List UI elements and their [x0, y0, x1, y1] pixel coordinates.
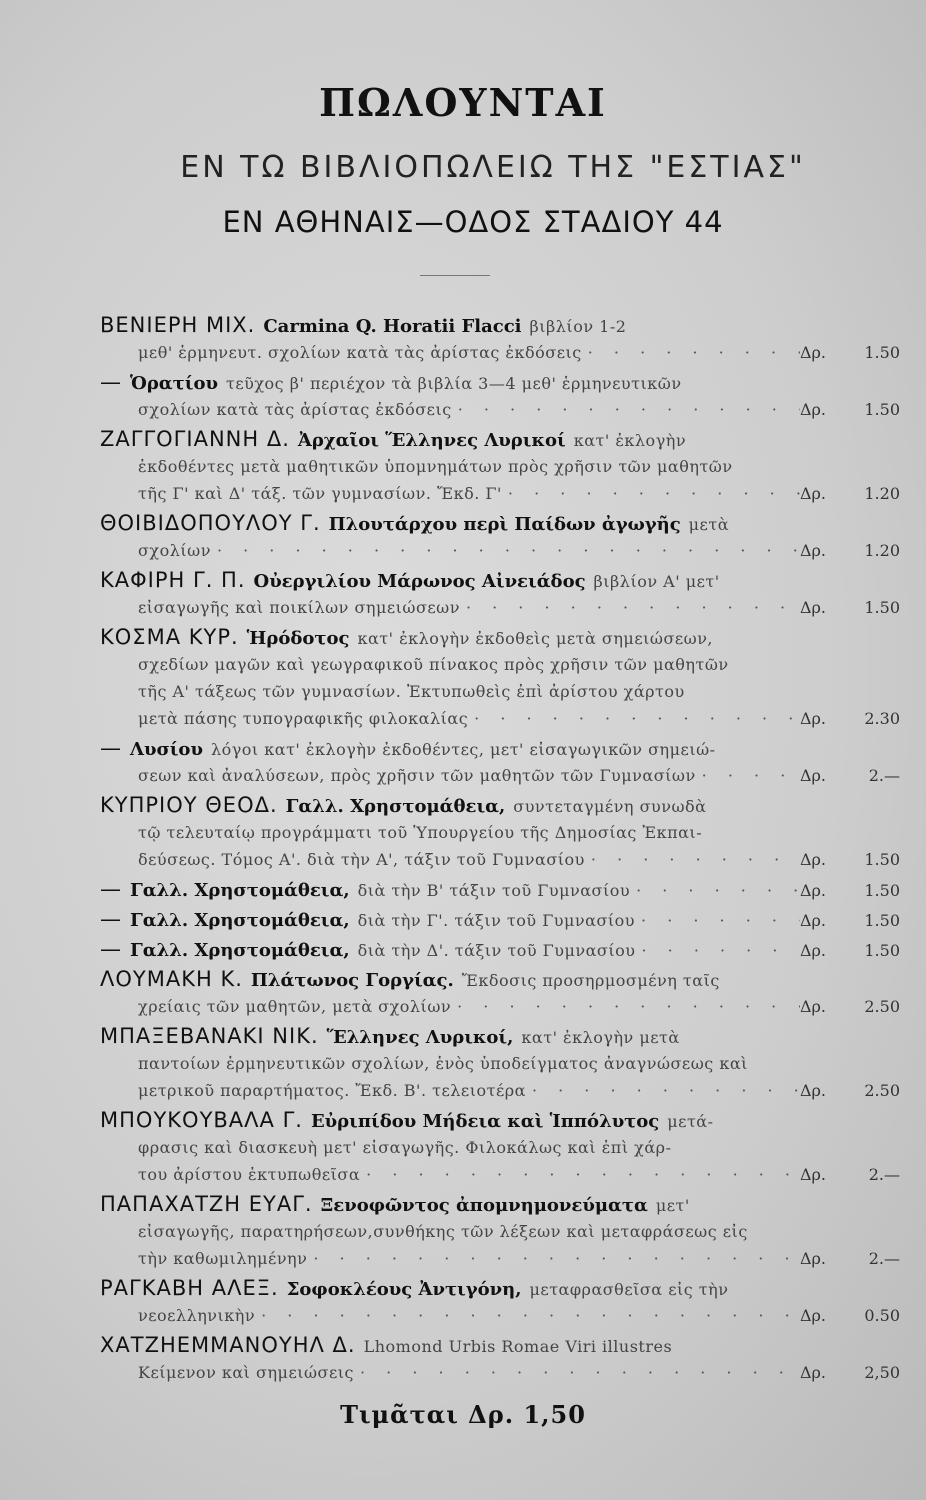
entry-author: ΖΑΓΓΟΓΙΑΝΝΗ Δ. [100, 427, 290, 451]
entry-first-line [100, 510, 900, 537]
divider [420, 275, 490, 276]
entry-continuation-line [100, 480, 900, 507]
entry-first-line [100, 792, 900, 819]
entry-continuation-line [100, 339, 900, 366]
entry-title: Εὐριπίδου Μήδεια καὶ Ἱππόλυτος [310, 1111, 660, 1132]
entry-continuation-line [100, 537, 900, 564]
book-entry [100, 1275, 900, 1329]
entry-continuation-line [100, 819, 900, 846]
entry-title: Πλουτάρχου περὶ Παίδων ἀγωγῆς [328, 514, 681, 535]
entry-title: Γαλλ. Χρηστομάθεια, [285, 796, 506, 817]
leader-dots [360, 1161, 800, 1188]
entry-description: κατ' ἐκλογὴν ἐκδοθεὶς μετὰ σημειώσεων, [357, 629, 714, 648]
entry-continuation-line [100, 651, 900, 678]
entry-text: μετὰ πάσης τυπογραφικῆς φιλοκαλίας [138, 709, 469, 728]
leader-dots [452, 396, 800, 423]
entry-first-line [100, 426, 900, 453]
entry-text: χρείαις τῶν μαθητῶν, μετὰ σχολίων [138, 997, 452, 1016]
entry-title: Γαλλ. Χρηστομάθεια, [130, 910, 350, 931]
entry-text: τῆς Γ' καὶ Δ' τάξ. τῶν γυμνασίων. Ἔκδ. Γ' [138, 484, 502, 503]
address-line: ΕΝ ΑΘΗΝΑΙΣ—ΟΔΟΣ ΣΤΑΔΙΟΥ 44 [222, 205, 724, 239]
entry-price: 2.— [868, 766, 900, 785]
entry-price: 2.— [868, 1249, 900, 1268]
book-entry [100, 876, 900, 903]
entry-price: 1.50 [864, 343, 900, 362]
entry-continuation-line [100, 1359, 900, 1386]
currency-label: Δρ. [799, 1249, 826, 1268]
book-entry [100, 624, 900, 732]
entry-title: Ξενοφῶντος ἀπομνημονεύματα [320, 1195, 648, 1216]
entry-price: 1.20 [864, 484, 900, 503]
currency-label: Δρ. [799, 484, 826, 503]
entry-first-line [100, 624, 900, 651]
entry-text: ἐκδοθέντες μετὰ μαθητικῶν ὑπομνημάτων πρὸς χρῆσιν τῶν μαθητῶν [138, 457, 733, 476]
currency-label: Δρ. [799, 766, 826, 785]
book-entry [100, 312, 900, 366]
entry-description: βιβλίον 1-2 [529, 317, 627, 336]
entry-title: Πλάτωνος Γοργίας. [250, 970, 454, 991]
book-entry [100, 369, 900, 423]
entry-price: 1.50 [864, 941, 900, 960]
currency-label: Δρ. [799, 598, 826, 617]
entry-first-line [100, 1275, 900, 1302]
entry-continuation-line [100, 1050, 900, 1077]
entry-first-line [100, 567, 900, 594]
entry-first-line [100, 906, 900, 933]
currency-label: Δρ. [799, 1363, 826, 1382]
entry-author: — [100, 370, 122, 394]
book-entry [100, 1107, 900, 1188]
leader-dots [696, 762, 800, 789]
entry-price: 2.— [868, 1165, 900, 1184]
currency-label: Δρ. [799, 911, 826, 930]
entry-continuation-line [100, 594, 900, 621]
leader-dots [354, 1359, 800, 1386]
entry-title: Ἡρόδοτος [246, 628, 350, 649]
entry-description: διὰ τὴν Γ'. τάξιν τοῦ Γυμνασίου [357, 911, 636, 930]
entry-description: μετὰ [688, 515, 729, 534]
entry-first-line [100, 369, 900, 396]
currency-label: Δρ. [799, 709, 826, 728]
entry-text: νεοελληνικὴν [138, 1306, 256, 1325]
entry-author: ΜΠΑΞΕΒΑΝΑΚΙ ΝΙΚ. [100, 1024, 319, 1048]
book-entry [100, 1332, 900, 1386]
currency-label: Δρ. [799, 997, 826, 1016]
entry-continuation-line [100, 1245, 900, 1272]
entry-price: 1.50 [864, 881, 900, 900]
book-entry [100, 906, 900, 933]
entry-author: ΚΑΦΙΡΗ Γ. Π. [100, 568, 246, 592]
entry-price: 1.50 [864, 598, 900, 617]
entry-continuation-line [100, 846, 900, 873]
currency-label: Δρ. [799, 343, 826, 362]
entry-continuation-line [100, 1161, 900, 1188]
leader-dots [460, 594, 800, 621]
entry-author: ΚΥΠΡΙΟΥ ΘΕΟΔ. [100, 793, 278, 817]
entry-author: — [100, 877, 122, 901]
entry-text: του ἀρίστου ἐκτυπωθεῖσα [138, 1165, 361, 1184]
leader-dots [468, 705, 800, 732]
currency-label: Δρ. [799, 881, 826, 900]
entry-author: — [100, 736, 122, 760]
bookstore-subtitle: ΕΝ ΤΩ ΒΙΒΛΙΟΠΩΛΕΙΩ ΤΗΣ "ΕΣΤΙΑΣ" [180, 150, 806, 185]
entry-text: φρασις καὶ διασκευὴ μετ' εἰσαγωγῆς. Φιλοκάλως καὶ ἐπὶ χάρ- [138, 1138, 672, 1157]
leader-dots [211, 537, 800, 564]
book-entry [100, 966, 900, 1020]
entry-text: σεων καὶ ἀναλύσεων, πρὸς χρῆσιν τῶν μαθητῶν τῶν Γυμνασίων [138, 766, 696, 785]
leader-dots [630, 877, 800, 903]
entry-price: 2,50 [864, 1363, 900, 1382]
entry-description: λόγοι κατ' ἐκλογὴν ἐκδοθέντες, μετ' εἰσαγωγικῶν σημειώ- [210, 740, 716, 759]
currency-label: Δρ. [799, 1081, 826, 1100]
entry-continuation-line [100, 453, 900, 480]
entry-continuation-line [100, 1077, 900, 1104]
entry-author: ΡΑΓΚΑΒΗ ΑΛΕΞ. [100, 1276, 279, 1300]
entry-first-line [100, 1023, 900, 1050]
currency-label: Δρ. [799, 1165, 826, 1184]
currency-label: Δρ. [799, 541, 826, 560]
entry-first-line [100, 312, 900, 339]
page-title: ΠΩΛΟΥΝΤΑΙ [319, 80, 607, 125]
entry-price: 1.50 [864, 911, 900, 930]
book-entry [100, 510, 900, 564]
entry-first-line [100, 966, 900, 993]
entry-description: βιβλίον Α' μετ' [593, 572, 720, 591]
leader-dots [502, 480, 800, 507]
book-entry [100, 1191, 900, 1272]
entry-title: Σοφοκλέους Ἀντιγόνη, [286, 1279, 522, 1300]
entry-title: Γαλλ. Χρηστομάθεια, [130, 940, 350, 961]
book-entry [100, 426, 900, 507]
entry-continuation-line [100, 396, 900, 423]
entry-price: 1.50 [864, 850, 900, 869]
entry-title: Ἕλληνες Λυρικοί, [326, 1027, 514, 1048]
leader-dots [255, 1302, 800, 1329]
leader-dots [635, 907, 800, 933]
entry-description: διὰ τὴν Δ'. τάξιν τοῦ Γυμνασίου [357, 941, 636, 960]
entry-description: τεῦχος β' περιέχον τὰ βιβλία 3—4 μεθ' ἑρμηνευτικῶν [225, 374, 682, 393]
book-entry [100, 792, 900, 873]
entry-text: σχολίων [138, 541, 211, 560]
entry-author: — [100, 937, 122, 961]
entry-first-line [100, 735, 900, 762]
entry-description: συντεταγμένη συνωδὰ [513, 797, 707, 816]
entry-continuation-line [100, 1218, 900, 1245]
entry-price: 2.50 [864, 1081, 900, 1100]
entry-price: 1.20 [864, 541, 900, 560]
entry-text: εἰσαγωγῆς, παρατηρήσεων,συνθήκης τῶν λέξεων καὶ μεταφράσεως εἰς [138, 1222, 748, 1241]
entry-continuation-line [100, 1134, 900, 1161]
entry-continuation-line [100, 1302, 900, 1329]
entry-author: ΒΕΝΙΕΡΗ ΜΙΧ. [100, 313, 256, 337]
entry-author: ΘΟΙΒΙΔΟΠΟΥΛΟΥ Γ. [100, 511, 321, 535]
leader-dots [635, 937, 799, 963]
entry-continuation-line [100, 678, 900, 705]
entry-text: εἰσαγωγῆς καὶ ποικίλων σημειώσεων [138, 598, 460, 617]
entry-description: Ἔκδοσις προσηρμοσμένη ταῖς [461, 971, 720, 990]
entry-price: 2.50 [864, 997, 900, 1016]
book-entry [100, 567, 900, 621]
entry-text: δεύσεως. Τόμος Α'. διὰ τὴν Α', τάξιν τοῦ Γυμνασίου [138, 850, 585, 869]
entry-author: ΚΟΣΜΑ ΚΥΡ. [100, 625, 239, 649]
entry-first-line [100, 936, 900, 963]
entry-author: ΜΠΟΥΚΟΥΒΑΛΑ Γ. [100, 1108, 303, 1132]
leader-dots [582, 339, 800, 366]
book-entry [100, 735, 900, 789]
entry-text: μετρικοῦ παραρτήματος. Ἔκδ. Β'. τελειοτέρα [138, 1081, 526, 1100]
entry-first-line [100, 1332, 900, 1359]
entry-text: σχολίων κατὰ τὰς ἀρίστας ἐκδόσεις [138, 400, 452, 419]
entry-first-line [100, 876, 900, 903]
entry-description: μετά- [667, 1112, 714, 1131]
entry-continuation-line [100, 705, 900, 732]
entry-price: 2.30 [864, 709, 900, 728]
entry-title: Ἀρχαῖοι Ἕλληνες Λυρικοί [297, 430, 566, 451]
entry-first-line [100, 1191, 900, 1218]
currency-label: Δρ. [799, 1306, 826, 1325]
book-entry [100, 1023, 900, 1104]
leader-dots [307, 1245, 800, 1272]
entry-title: Γαλλ. Χρηστομάθεια, [130, 880, 350, 901]
entry-description: κατ' ἐκλογὴν [573, 431, 687, 450]
entry-text: σχεδίων μαγῶν καὶ γεωγραφικοῦ πίνακος πρὸς χρῆσιν τῶν μαθητῶν [138, 655, 729, 674]
footer-price: Τιμᾶται Δρ. 1,50 [340, 1400, 586, 1429]
entry-text: παντοίων ἑρμηνευτικῶν σχολίων, ἑνὸς ὑποδείγματος ἀναγνώσεως καὶ [138, 1054, 748, 1073]
entry-price: 1.50 [864, 400, 900, 419]
entry-text: μεθ' ἑρμηνευτ. σχολίων κατὰ τὰς ἀρίστας ἐκδόσεις [138, 343, 582, 362]
entry-text: τὴν καθωμιλημένην [138, 1249, 308, 1268]
entry-author: ΠΑΠΑΧΑΤΖΗ ΕΥΑΓ. [100, 1192, 313, 1216]
entry-author: ΛΟΥΜΑΚΗ Κ. [100, 967, 243, 991]
entry-title: Λυσίου [130, 739, 203, 760]
entry-title: Carmina Q. Horatii Flacci [263, 316, 522, 337]
entry-description: μετ' [655, 1196, 690, 1215]
leader-dots [585, 846, 800, 873]
entry-continuation-line [100, 762, 900, 789]
entry-description: διὰ τὴν Β' τάξιν τοῦ Γυμνασίου [357, 881, 631, 900]
entry-text: τῷ τελευταίῳ προγράμματι τοῦ Ὑπουργείου τῆς Δημοσίας Ἐκπαι- [138, 823, 703, 842]
entry-price: 0.50 [864, 1306, 900, 1325]
entry-continuation-line [100, 993, 900, 1020]
entry-first-line [100, 1107, 900, 1134]
entry-title: Ὁρατίου [130, 373, 218, 394]
book-list [100, 312, 900, 1389]
currency-label: Δρ. [799, 941, 826, 960]
entry-author: — [100, 907, 122, 931]
entry-text: τῆς Α' τάξεως τῶν γυμνασίων. Ἐκτυπωθεὶς ἐπὶ ἀρίστου χάρτου [138, 682, 685, 701]
book-entry [100, 936, 900, 963]
leader-dots [526, 1077, 800, 1104]
entry-description: μεταφρασθεῖσα εἰς τὴν [529, 1280, 729, 1299]
entry-author: ΧΑΤΖΗΕΜΜΑΝΟΥΗΛ Δ. [100, 1333, 356, 1357]
currency-label: Δρ. [799, 400, 826, 419]
entry-text: Κείμενον καὶ σημειώσεις [138, 1363, 354, 1382]
entry-description: Lhomond Urbis Romae Viri illustres [363, 1337, 673, 1356]
entry-description: κατ' ἐκλογὴν μετὰ [521, 1028, 680, 1047]
currency-label: Δρ. [799, 850, 826, 869]
entry-title: Οὐεργιλίου Μάρωνος Αἰνειάδος [253, 571, 586, 592]
leader-dots [451, 993, 800, 1020]
